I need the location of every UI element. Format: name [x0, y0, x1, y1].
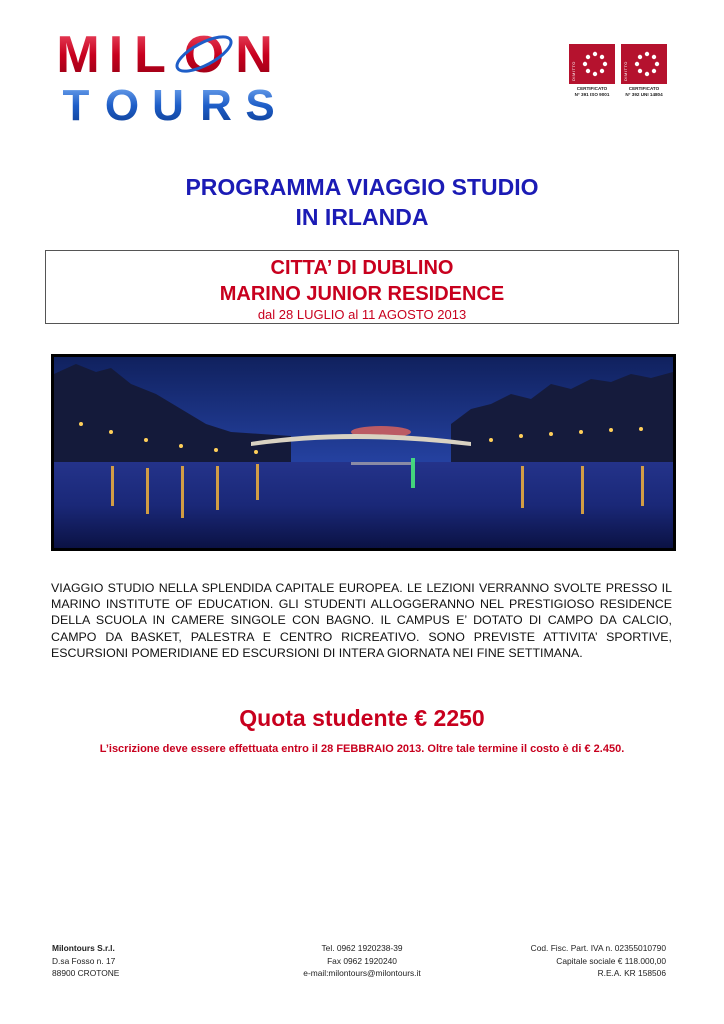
badge-side-text: DIMITTO [571, 61, 576, 81]
trip-description: VIAGGIO STUDIO NELLA SPLENDIDA CAPITALE EUROPEA. LE LEZIONI VERRANNO SVOLTE PRESSO IL MARINO INSTITUTE OF EDUCATION. GLI STUDENTI ALLOGGERANNO NEL PRESTIGIOSO RESIDENCE DELLA SCUOLA IN CAMERE SINGOLE CON BAGNO. IL CAMPUS E’ DOTATO DI CAMPO DA CALCIO, CAMPO DA BASKET, PALESTRA E CENTRO RICREATIVO. SONO PREVISTE ATTIVITA’ SPORTIVE, ESCURSIONI POMERIDIANE ED ESCURSIONI DI INTERA GIORNATA NEI FINE SETTIMANA. [51, 581, 672, 660]
dublin-night-photo [51, 354, 676, 551]
logo-letter-t: T [62, 81, 90, 122]
enrollment-note: L’iscrizione deve essere effettuata entro il 28 FEBBRAIO 2013. Oltre tale termine il costo è di € 2.450. [99, 743, 625, 755]
destination-city: CITTA’ DI DUBLINO [270, 257, 454, 279]
certification-mark-icon [581, 50, 609, 78]
certification-badge-box [569, 44, 615, 84]
fiscal-capital: Capitale sociale € 118.000,00 [556, 955, 666, 966]
footer-company [52, 942, 252, 980]
fiscal-rea: R.E.A. KR 158506 [597, 968, 666, 979]
footer-fiscal [466, 942, 666, 980]
logo-letter-m: M [56, 26, 100, 84]
milon-tours-logo [56, 22, 276, 122]
contact-fax: Fax 0962 1920240 [327, 955, 397, 966]
fiscal-vat: Cod. Fisc. Part. IVA n. 02355010790 [530, 943, 666, 953]
certification-mark-icon [633, 50, 661, 78]
badge-side-text: DIMITTO [623, 61, 628, 81]
certification-badge-box [621, 44, 667, 84]
certification-badge-iso-9001 [569, 44, 615, 102]
logo-letter-i: I [108, 26, 124, 84]
logo-letter-s: S [245, 81, 275, 122]
travel-dates: dal 28 LUGLIO al 11 AGOSTO 2013 [257, 307, 467, 322]
logo-letter-n: N [235, 26, 273, 84]
footer-contacts [262, 942, 462, 980]
destination-box [45, 250, 679, 324]
dublin-river-illustration [51, 354, 676, 551]
contact-email[interactable]: e-mail:milontours@milontours.it [303, 968, 421, 979]
company-name: Milontours S.r.l. [52, 943, 115, 953]
certification-label: CERTIFICATO N° 392 UNI 14804 [625, 86, 663, 97]
company-city: 88900 CROTONE [52, 968, 120, 979]
company-address: D.sa Fosso n. 17 [52, 955, 116, 966]
destination-residence: MARINO JUNIOR RESIDENCE [219, 283, 505, 305]
logo-letter-o2: O [104, 81, 140, 122]
contact-tel: Tel. 0962 1920238-39 [321, 943, 403, 953]
logo-letter-l: L [134, 26, 166, 84]
student-price: Quota studente € 2250 [239, 705, 485, 731]
certification-badge-uni-14804 [621, 44, 667, 102]
certification-label: CERTIFICATO N° 391 ISO 9001 [574, 86, 610, 97]
logo-letter-r: R [200, 81, 232, 122]
page-title-line2: IN IRLANDA [295, 204, 429, 230]
logo-letter-u: U [152, 81, 184, 122]
logo-graphic [56, 22, 276, 122]
logo-letter-o: O [183, 26, 225, 84]
page-title-line1: PROGRAMMA VIAGGIO STUDIO [185, 174, 539, 200]
